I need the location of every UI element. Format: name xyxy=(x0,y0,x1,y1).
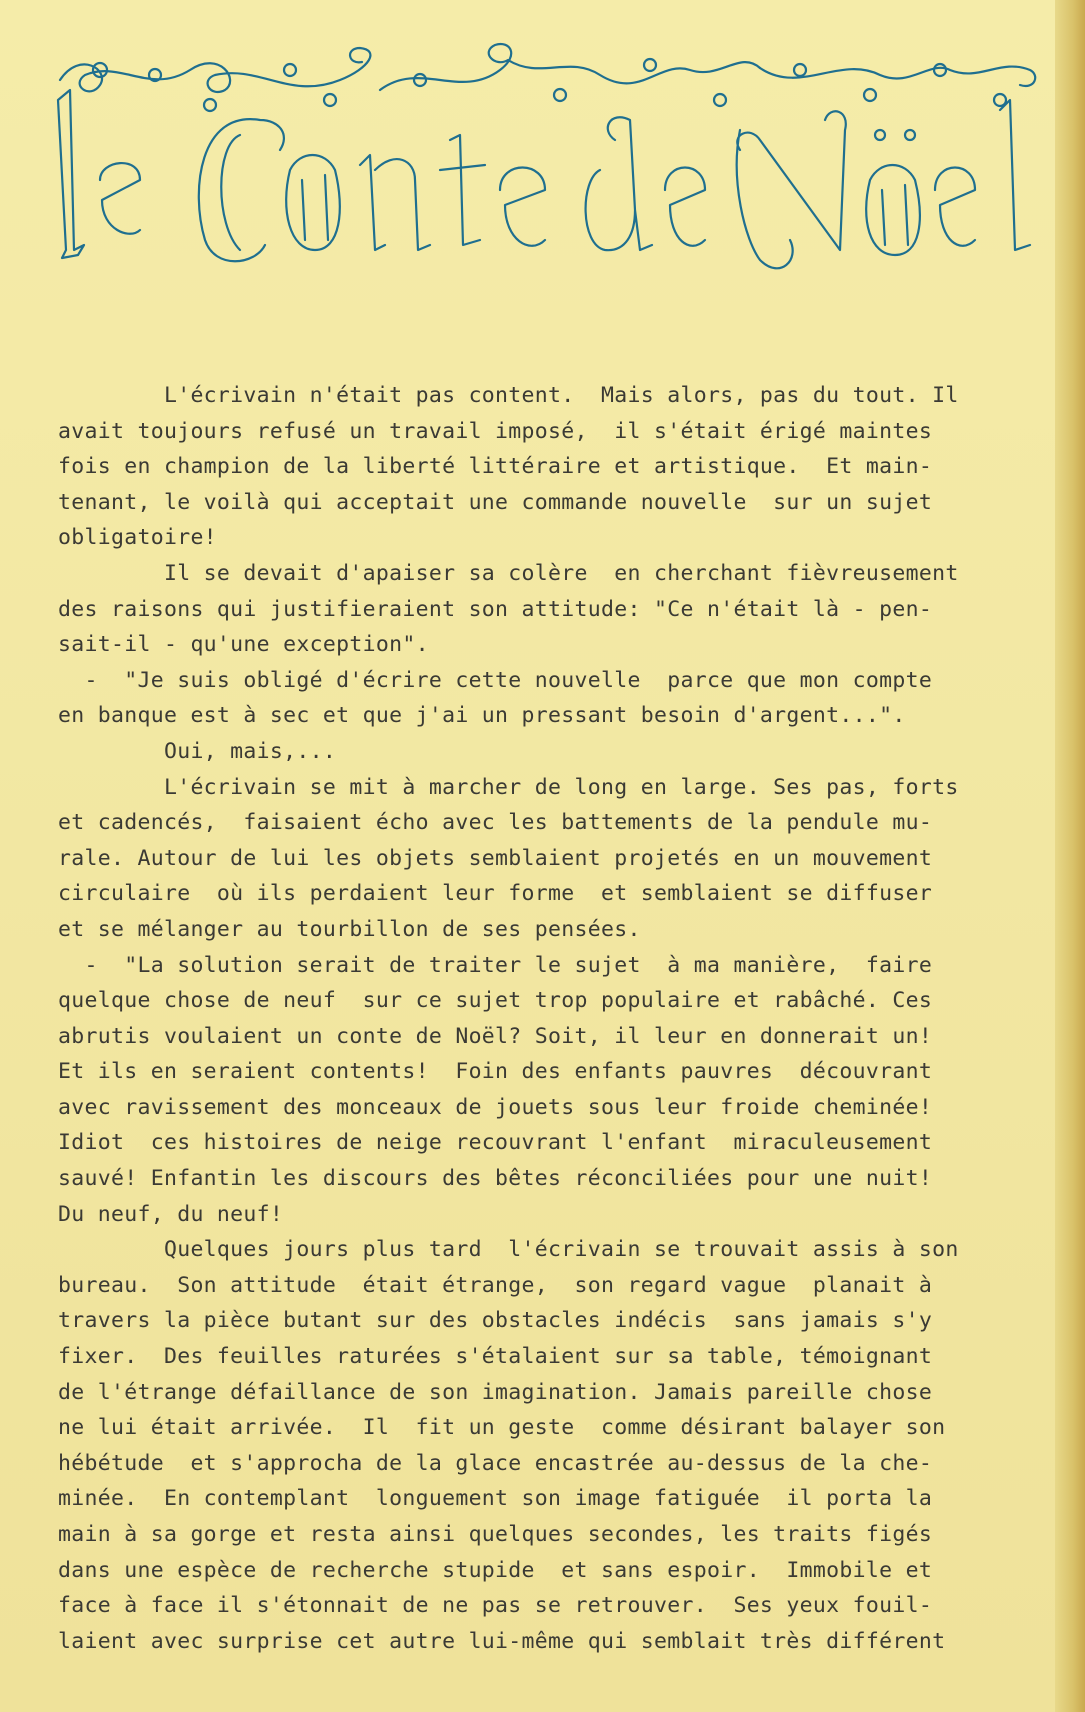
text-line: Et ils en seraient contents! Foin des enfants pauvres découvrant xyxy=(58,1059,933,1085)
letter-l xyxy=(58,90,84,258)
text-line: et se mélanger au tourbillon de ses pensées. xyxy=(58,916,641,942)
text-line: en banque est à sec et que j'ai un pressant besoin d'argent...". xyxy=(58,703,906,729)
text-line: face à face il s'étonnait de ne pas se retrouver. Ses yeux fouil- xyxy=(58,1593,933,1619)
text-line: Oui, mais,... xyxy=(58,738,337,764)
letter-N xyxy=(737,111,846,268)
text-line: dans une espèce de recherche stupide et sans espoir. Immobile et xyxy=(58,1557,933,1583)
flourish-top-2 xyxy=(380,44,760,90)
text-line: main à sa gorge et resta ainsi quelques secondes, les traits figés xyxy=(58,1522,933,1547)
text-line: avait toujours refusé un travail imposé, il s'était érigé maintes xyxy=(58,418,933,444)
text-line: Quelques jours plus tard l'écrivain se trouvait assis à son xyxy=(58,1237,959,1263)
decorative-title xyxy=(40,40,1060,310)
letter-e-3 xyxy=(935,168,975,246)
letter-e xyxy=(500,168,545,246)
text-line: - "Je suis obligé d'écrire cette nouvelle parce que mon compte xyxy=(58,667,933,693)
text-line: laient avec surprise cet autre lui-même qui semblait très différent xyxy=(58,1628,946,1654)
text-line: obligatoire! xyxy=(58,525,217,551)
text-line: avec ravissement des monceaux de jouets sous leur froide cheminée! xyxy=(58,1094,933,1120)
text-line: et cadencés, faisaient écho avec les battements de la pendule mu- xyxy=(58,810,933,836)
letter-e-small xyxy=(100,163,140,234)
text-line: rale. Autour de lui les objets semblaient projetés en un mouvement xyxy=(58,845,933,871)
text-line: - "La solution serait de traiter le sujet à ma manière, faire xyxy=(58,952,933,978)
text-line: L'écrivain se mit à marcher de long en large. Ses pas, forts xyxy=(58,774,959,800)
text-line: fois en champion de la liberté littéraire et artistique. Et main- xyxy=(58,454,933,480)
letter-d xyxy=(586,117,652,250)
text-line: quelque chose de neuf sur ce sujet trop populaire et rabâché. Ces xyxy=(58,988,933,1014)
text-line: L'écrivain n'était pas content. Mais alors, pas du tout. Il xyxy=(58,383,959,408)
text-line: Du neuf, du neuf! xyxy=(58,1201,284,1227)
text-line: sait-il - qu'une exception". xyxy=(58,632,429,658)
letter-e-2 xyxy=(665,168,705,246)
letter-C xyxy=(199,119,284,261)
letter-t xyxy=(440,135,485,245)
text-line: Idiot ces histoires de neige recouvrant l'enfant miraculeusement xyxy=(58,1130,933,1156)
text-line: sauvé! Enfantin les discours des bêtes réconciliées pour une nuit! xyxy=(58,1166,933,1192)
letter-n xyxy=(360,155,430,250)
text-line: hébétude et s'approcha de la glace encastrée au-dessus de la che- xyxy=(58,1450,933,1476)
text-line: fixer. Des feuilles raturées s'étalaient sur sa table, témoignant xyxy=(58,1344,933,1370)
title-ornament-svg xyxy=(40,40,1060,310)
text-line: des raisons qui justifieraient son attitude: "Ce n'était là - pen- xyxy=(58,596,933,622)
letter-o-2 xyxy=(866,165,920,255)
text-line: minée. En contemplant longuement son image fatiguée il porta la xyxy=(58,1486,933,1512)
text-line: bureau. Son attitude était étrange, son regard vague planait à xyxy=(58,1272,933,1298)
text-line: abrutis voulaient un conte de Noël? Soit, il leur en donnerait un! xyxy=(58,1023,933,1049)
text-line: travers la pièce butant sur des obstacles indécis sans jamais s'y xyxy=(58,1308,933,1334)
story-text xyxy=(58,378,1038,1659)
letter-o xyxy=(286,155,340,250)
text-line: tenant, le voilà qui acceptait une commande nouvelle sur un sujet xyxy=(58,489,933,515)
text-line: de l'étrange défaillance de son imagination. Jamais pareille chose xyxy=(58,1379,933,1405)
text-line: Il se devait d'apaiser sa colère en cherchant fièvreusement xyxy=(58,560,959,586)
text-line: circulaire où ils perdaient leur forme et semblaient se diffuser xyxy=(58,881,933,907)
letter-l-2 xyxy=(1000,100,1030,250)
text-line: ne lui était arrivée. Il fit un geste comme désirant balayer son xyxy=(58,1415,946,1441)
